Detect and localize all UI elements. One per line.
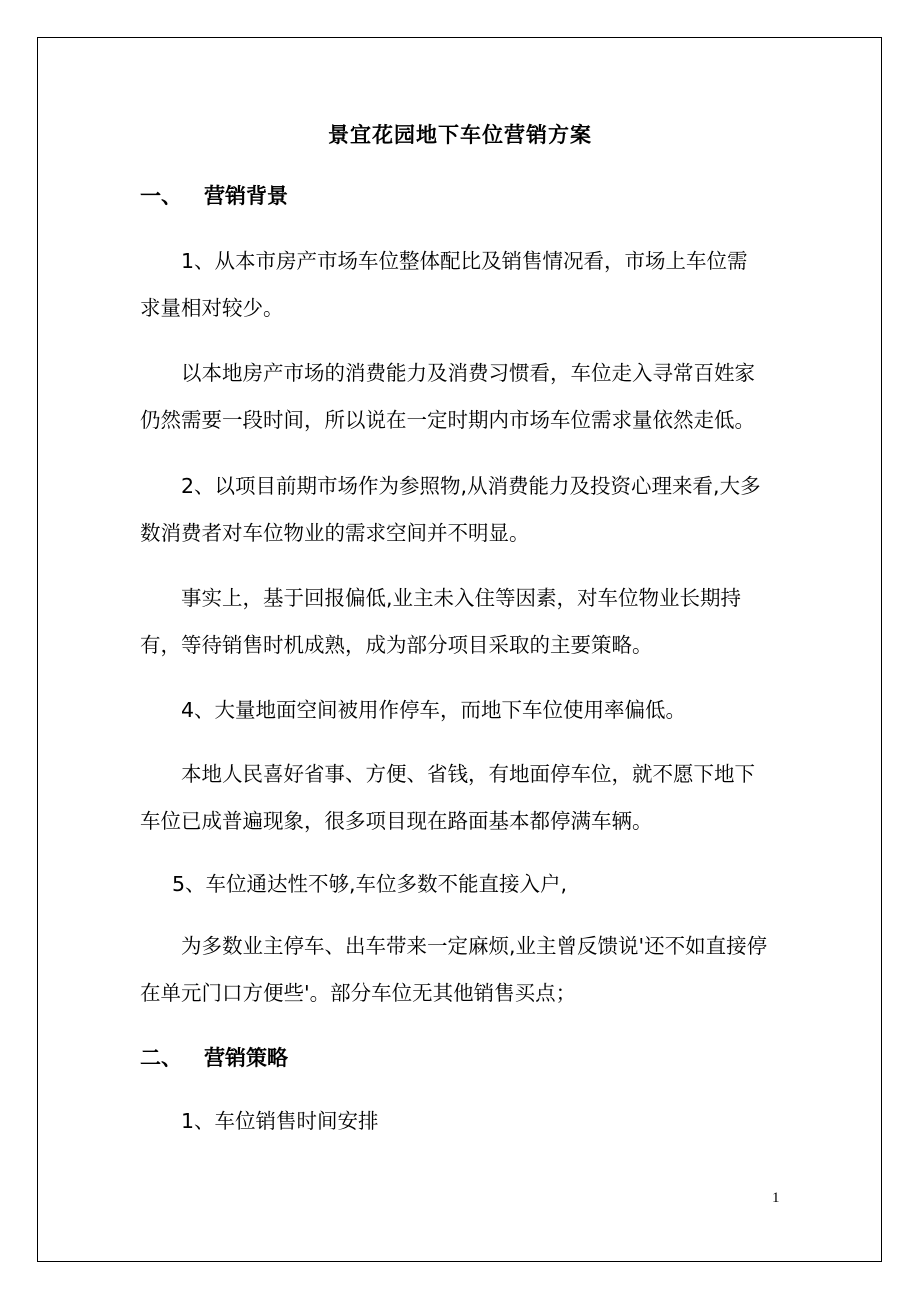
- section-heading-marketing-strategy: [140, 1043, 288, 1073]
- section-title: 营销背景: [204, 184, 288, 208]
- paragraph-line: 以本地房产市场的消费能力及消费习惯看，车位走入寻常百姓家: [181, 361, 755, 385]
- section-number: 二、: [140, 1046, 182, 1070]
- paragraph-local-preference: [140, 751, 800, 845]
- paragraph-accessibility: [172, 869, 567, 899]
- paragraph-line: 数消费者对车位物业的需求空间并不明显。: [140, 521, 530, 545]
- paragraph-line: 本地人民喜好省事、方便、省钱，有地面停车位，就不愿下地下: [181, 762, 755, 786]
- paragraph-line: 车位已成普遍现象，很多项目现在路面基本都停满车辆。: [140, 809, 653, 833]
- section-title: 营销策略: [204, 1046, 288, 1070]
- paragraph-sales-schedule: [181, 1106, 379, 1136]
- paragraph-line: 5、车位通达性不够,车位多数不能直接入户,: [172, 872, 568, 896]
- paragraph-line: 为多数业主停车、出车带来一定麻烦,业主曾反馈说'还不如直接停: [181, 934, 768, 958]
- paragraph-line: 有，等待销售时机成熟，成为部分项目采取的主要策略。: [140, 633, 653, 657]
- paragraph-line: 1、从本市房产市场车位整体配比及销售情况看，市场上车位需: [181, 249, 748, 273]
- paragraph-consumption-habits: [140, 350, 800, 444]
- paragraph-reference-market: [140, 463, 800, 557]
- paragraph-line: 在单元门口方便些'。部分车位无其他销售买点；: [140, 981, 577, 1005]
- paragraph-line: 求量相对较少。: [140, 296, 284, 320]
- paragraph-line: 4、大量地面空间被用作停车，而地下车位使用率偏低。: [181, 698, 687, 722]
- paragraph-line: 2、以项目前期市场作为参照物,从消费能力及投资心理来看,大多: [181, 474, 761, 498]
- page-number: 1: [772, 1190, 780, 1206]
- paragraph-ground-parking: [140, 687, 800, 734]
- paragraph-line: 事实上，基于回报偏低,业主未入住等因素，对车位物业长期持: [181, 586, 742, 610]
- paragraph-owner-feedback: [140, 923, 800, 1017]
- document-title: 景宜花园地下车位营销方案: [328, 123, 592, 147]
- section-number: 一、: [140, 184, 182, 208]
- section-heading-marketing-background: [140, 181, 288, 211]
- paragraph-line: 1、车位销售时间安排: [181, 1109, 379, 1133]
- paragraph-market-ratio: [140, 238, 800, 332]
- paragraph-line: 仍然需要一段时间，所以说在一定时期内市场车位需求量依然走低。: [140, 408, 755, 432]
- paragraph-holding-strategy: [140, 575, 800, 669]
